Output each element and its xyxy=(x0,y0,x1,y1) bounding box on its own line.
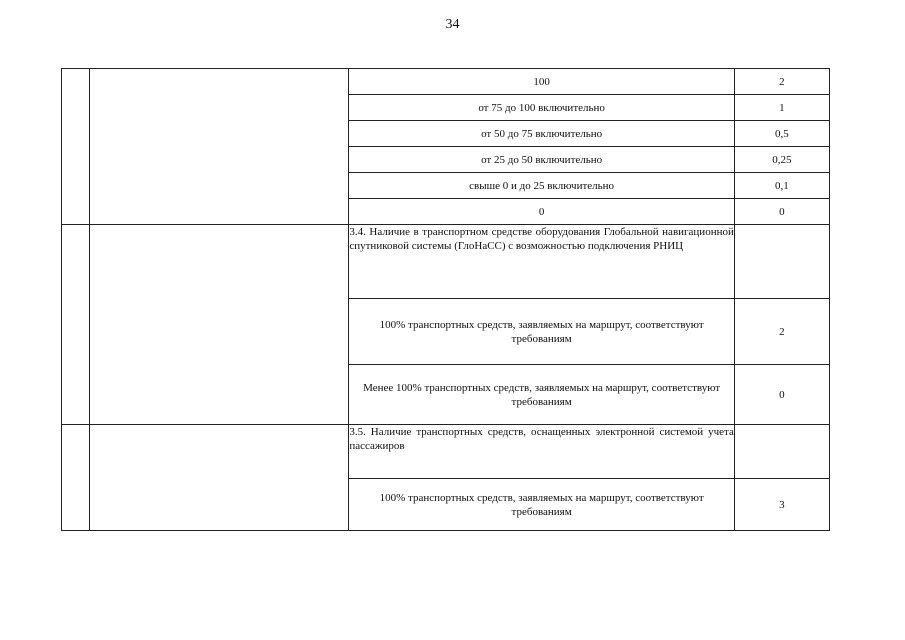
table-row xyxy=(62,225,830,299)
score-cell: 0,25 xyxy=(734,147,829,173)
score-cell: 0,1 xyxy=(734,173,829,199)
score-cell xyxy=(734,225,829,299)
condition-cell: 0 xyxy=(349,199,735,225)
table-row xyxy=(62,425,830,479)
condition-cell: свыше 0 и до 25 включительно xyxy=(349,173,735,199)
table-row xyxy=(62,69,830,95)
score-cell: 0,5 xyxy=(734,121,829,147)
condition-cell: 100 xyxy=(349,69,735,95)
condition-cell: 100% транспортных средств, заявляемых на маршрут, соответствуют требованиям xyxy=(349,479,735,531)
score-cell: 2 xyxy=(734,69,829,95)
score-cell: 0 xyxy=(734,199,829,225)
score-cell: 1 xyxy=(734,95,829,121)
condition-cell: от 50 до 75 включительно xyxy=(349,121,735,147)
score-cell: 2 xyxy=(734,299,829,365)
page-number: 34 xyxy=(445,17,460,32)
condition-cell: от 25 до 50 включительно xyxy=(349,147,735,173)
condition-cell: от 75 до 100 включительно xyxy=(349,95,735,121)
score-cell: 0 xyxy=(734,365,829,425)
criterion-name-cell xyxy=(90,225,349,425)
criterion-heading: 3.4. Наличие в транспортном средстве оборудования Глобальной навигационной спутниковой системы (ГлоНаСС) с возможностью подключения РНИЦ xyxy=(349,225,735,299)
criterion-name-cell xyxy=(90,69,349,225)
criterion-name-cell xyxy=(90,425,349,531)
score-cell: 3 xyxy=(734,479,829,531)
row-number-cell xyxy=(62,69,90,225)
criterion-heading: 3.5. Наличие транспортных средств, оснащенных электронной системой учета пассажиров xyxy=(349,425,735,479)
score-cell xyxy=(734,425,829,479)
condition-cell: 100% транспортных средств, заявляемых на маршрут, соответствуют требованиям xyxy=(349,299,735,365)
row-number-cell xyxy=(62,225,90,425)
condition-cell: Менее 100% транспортных средств, заявляемых на маршрут, соответствуют требованиям xyxy=(349,365,735,425)
criteria-table xyxy=(61,68,830,531)
row-number-cell xyxy=(62,425,90,531)
